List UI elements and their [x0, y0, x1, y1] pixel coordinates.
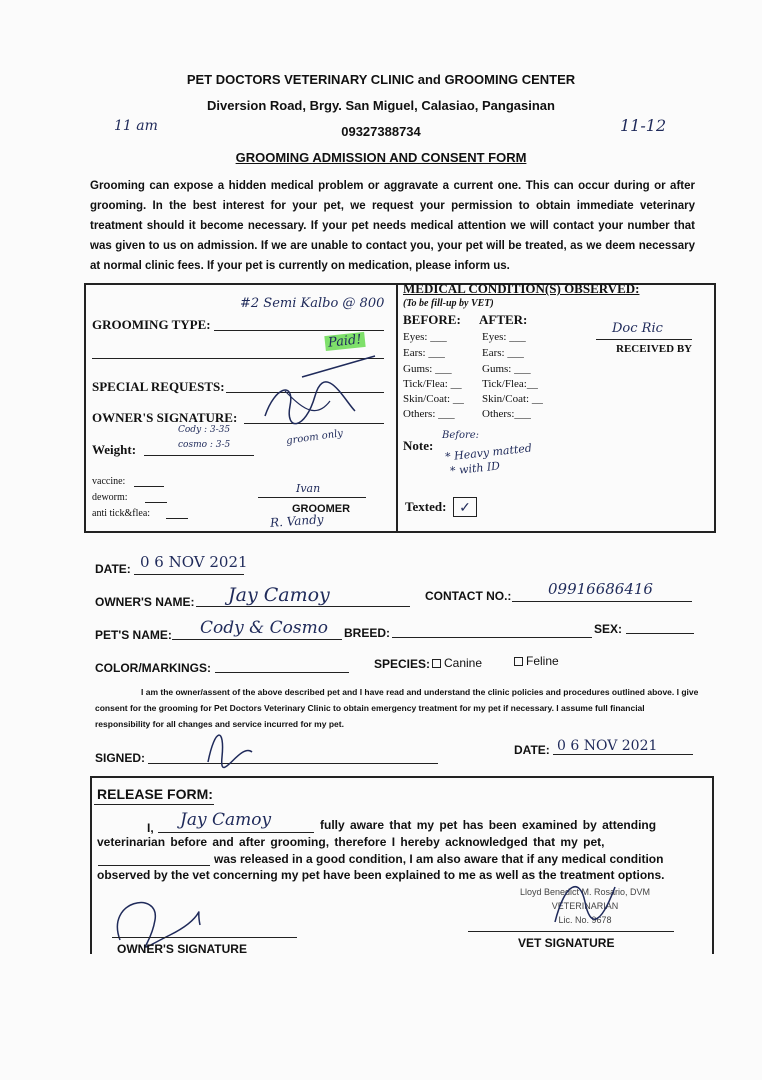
note-handwritten-2: * Heavy matted — [444, 441, 533, 464]
owner-name-label: OWNER'S NAME: — [95, 595, 195, 609]
clinic-name: PET DOCTORS VETERINARY CLINIC and GROOMING CENTER — [186, 72, 576, 87]
release-title: RELEASE FORM: — [97, 786, 213, 802]
breed-line — [392, 637, 592, 638]
medical-note: (To be fill-up by VET) — [403, 298, 494, 309]
date-line — [134, 574, 244, 575]
groomer-label: GROOMER — [292, 503, 351, 515]
species-canine-option[interactable] — [432, 656, 482, 670]
antitick-line — [166, 518, 188, 519]
intro-paragraph: Grooming can expose a hidden medical problem or aggravate a current one. This can occur during or after grooming. In the best interest for your pet, we request your permission to obtain immediate veterinary treatment should it become necessary. If your pet needs medical attention we will contact your number that was given to us on admission. If we are unable to contact you, your pet will be treated, as we deem necessary at normal clinic fees. If your pet is currently on medication, please inform us. — [90, 180, 695, 272]
feline-label: Feline — [526, 654, 559, 668]
pet-name-label: PET'S NAME: — [95, 628, 172, 642]
signed-scribble — [200, 722, 260, 772]
contact-value: 09916686416 — [548, 580, 653, 598]
vaccine-label: vaccine: — [92, 476, 126, 487]
antitick-label: anti tick&flea: — [92, 508, 151, 519]
color-markings-label: COLOR/MARKINGS: — [95, 661, 211, 675]
groomer-line — [258, 497, 366, 498]
sex-label: SEX: — [594, 622, 623, 636]
note-handwritten-1: Before: — [442, 430, 480, 441]
before-gums: Gums: ___ — [403, 363, 452, 375]
before-eyes: Eyes: ___ — [403, 331, 447, 343]
before-skincoat: Skin/Coat: __ — [403, 393, 464, 405]
contact-line — [512, 601, 692, 602]
handwritten-date: 11-12 — [620, 116, 667, 135]
grooming-type-label: GROOMING TYPE: — [92, 317, 211, 332]
after-gums: Gums: ___ — [482, 363, 531, 375]
date2-line — [553, 754, 693, 755]
canine-checkbox[interactable] — [432, 659, 441, 668]
species-label: SPECIES: — [374, 657, 431, 671]
after-tickflea: Tick/Flea:__ — [482, 378, 538, 390]
color-markings-line — [215, 672, 349, 673]
consent-paragraph: I am the owner/assent of the above described pet and I have read and understand the clinic policies and procedures outlined above. I give consent for the grooming for Pet Doctors Veterinary Clinic to obtain emergency treatment for my pet if necessary. I assume full financial responsibility for all changes and service incurred for my pet. — [95, 687, 699, 729]
owner-name-value: Jay Camoy — [228, 584, 330, 606]
contact-label: CONTACT NO.: — [425, 589, 512, 603]
owner-signature-label: OWNER'S SIGNATURE: — [92, 410, 238, 425]
grooming-type-line — [214, 330, 384, 331]
date-value: 0 6 NOV 2021 — [140, 553, 248, 571]
species-feline-option[interactable] — [514, 654, 559, 668]
received-by-label: RECEIVED BY — [616, 343, 693, 355]
release-text-1: fully aware that my pet has been examined by attending — [320, 818, 657, 832]
owner-signature-scribble — [255, 376, 365, 436]
feline-checkbox[interactable] — [514, 657, 523, 666]
vet-stamp-license: Lic. No. 9678 — [558, 915, 612, 925]
release-title-line — [94, 804, 214, 805]
date2-label: DATE: — [514, 743, 550, 757]
form-title: GROOMING ADMISSION AND CONSENT FORM — [235, 150, 527, 165]
date2-value: 0 6 NOV 2021 — [557, 738, 658, 754]
canine-label: Canine — [444, 656, 483, 670]
vaccine-line — [134, 486, 164, 487]
before-others: Others: ___ — [403, 408, 455, 420]
weight-cody: Cody : 3-35 — [178, 425, 231, 435]
vet-signature-label: VET SIGNATURE — [518, 936, 615, 950]
deworm-label: deworm: — [92, 492, 128, 503]
texted-label: Texted: — [405, 499, 447, 514]
before-ears: Ears: ___ — [403, 347, 445, 359]
handwritten-time: 11 am — [114, 118, 158, 134]
after-skincoat: Skin/Coat: __ — [482, 393, 543, 405]
after-label: AFTER: — [479, 312, 528, 327]
release-name-line — [158, 832, 314, 833]
weight-cosmo: cosmo : 3-5 — [178, 440, 231, 450]
release-text-3: was released in a good condition, I am also aware that if any medical condition — [214, 852, 664, 866]
note-handwritten-3: * with ID — [449, 459, 501, 478]
groomer-handwritten-2: R. Vandy — [269, 512, 325, 530]
special-requests-label: SPECIAL REQUESTS: — [92, 379, 225, 394]
after-ears: Ears: ___ — [482, 347, 524, 359]
box-divider — [396, 283, 398, 531]
signed-label: SIGNED: — [95, 751, 146, 765]
before-label: BEFORE: — [403, 312, 461, 327]
received-by-line — [596, 339, 692, 340]
before-tickflea: Tick/Flea: __ — [403, 378, 462, 390]
pet-name-value: Cody & Cosmo — [200, 618, 328, 638]
after-others: Others:___ — [482, 408, 531, 420]
after-eyes: Eyes: ___ — [482, 331, 526, 343]
vet-signature-scribble — [545, 872, 625, 932]
release-text-2: veterinarian before and after grooming, therefore I hereby acknowledged that my pet, — [97, 835, 605, 849]
owner-signature-release-label: OWNER'S SIGNATURE — [117, 942, 247, 956]
release-name-value: Jay Camoy — [180, 810, 272, 830]
pet-name-line — [172, 639, 342, 640]
deworm-line — [145, 502, 167, 503]
groomer-handwritten-1: Ivan — [296, 482, 321, 495]
paid-stamp: Paid! — [324, 332, 365, 351]
owner-release-line — [112, 937, 297, 938]
weight-line — [144, 455, 254, 456]
weight-label: Weight: — [92, 442, 137, 457]
arrow-mark — [300, 352, 380, 382]
medical-title: MEDICAL CONDITION(S) OBSERVED: — [403, 281, 640, 296]
vet-stamp-name: Lloyd Benedict M. Rosario, DVM — [519, 887, 651, 897]
grooming-type-value: #2 Semi Kalbo @ 800 — [240, 296, 385, 311]
vet-stamp-title: VETERINARIAN — [551, 901, 619, 911]
clinic-phone: 09327388734 — [341, 124, 421, 139]
note-label: Note: — [403, 438, 434, 453]
sex-line — [626, 633, 694, 634]
signed-line — [148, 763, 438, 764]
vet-signature-line — [468, 931, 674, 932]
groom-only-note: groom only — [285, 428, 344, 447]
release-text-4: observed by the vet concerning my pet have been explained to me as well as the treatment options. — [97, 868, 665, 882]
clinic-address: Diversion Road, Brgy. San Miguel, Calasiao, Pangasinan — [207, 98, 555, 113]
breed-label: BREED: — [344, 626, 391, 640]
texted-checkbox[interactable]: ✓ — [453, 497, 477, 517]
date-label: DATE: — [95, 562, 131, 576]
release-pet-line — [98, 865, 210, 866]
received-by-handwritten: Doc Ric — [612, 321, 663, 336]
release-i-label: I, — [147, 821, 154, 835]
owner-name-line — [196, 606, 410, 607]
